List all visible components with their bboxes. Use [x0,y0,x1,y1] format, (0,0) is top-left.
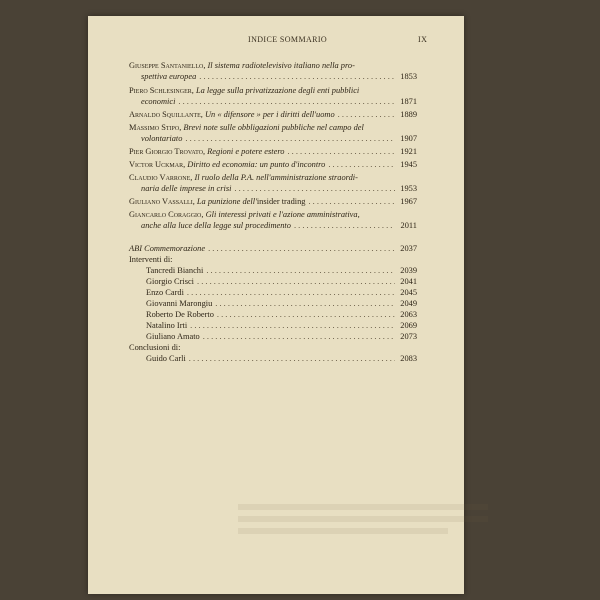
entry-author: Giuliano Vassalli, [129,197,195,206]
intervento-page: 2049 [400,299,417,308]
intervento-name: Tancredi Bianchi [146,266,204,275]
conclusione-item [146,353,417,364]
toc-entry [129,85,417,107]
intervento-item [146,276,417,287]
intervento-page: 2063 [400,310,417,319]
intervento-page: 2041 [400,277,417,286]
intervento-item [146,331,417,342]
entry-author: Victor Uckmar, [129,160,186,169]
entry-title: Diritto ed economia: un punto d'incontro [187,160,326,169]
bleed-through [238,528,448,534]
bleed-through [238,504,488,510]
entry-author: Claudio Varrone, [129,173,193,182]
toc-entry [129,122,417,144]
toc-entry [129,196,417,207]
toc-entry [129,159,417,170]
toc-entry [129,209,417,231]
intervento-item [146,298,417,309]
intervento-name: Giorgio Crisci [146,277,195,286]
commemoration-entry [129,243,417,254]
toc-entry [129,146,417,157]
entry-title: Un « difensore » per i diritti dell'uomo [204,110,335,119]
entry-title-cont: naria delle imprese in crisi [141,184,232,193]
entry-author: Pier Giorgio Trovato, [129,147,206,156]
intervento-item [146,320,417,331]
entry-title-roman: insider trading [256,197,306,206]
entry-title: La legge sulla privatizzazione degli enti pubblici [195,86,360,95]
entry-author: Massimo Stipo, [129,123,182,132]
entry-page: 1967 [400,197,417,206]
entry-title: Gli interessi privati e l'azione amministrativa, [205,210,360,219]
toc-entry [129,60,417,82]
intervento-name: Giuliano Amato [146,332,200,341]
conclusioni-label: Conclusioni di: [129,343,181,352]
entry-page: 1945 [400,160,417,169]
entry-author: Arnaldo Squillante, [129,110,203,119]
entry-title: Il ruolo della P.A. nell'amministrazione straordi- [194,173,358,182]
intervento-item [146,265,417,276]
entry-author: Piero Schlesinger, [129,86,194,95]
entry-title: Il sistema radiotelevisivo italiano nella pro- [207,61,355,70]
conclusione-page: 2083 [400,354,417,363]
entry-author: Giancarlo Coraggio, [129,210,204,219]
conclusione-name: Guido Carli [146,354,186,363]
commemoration-title: ABI Commemorazione [129,244,206,253]
book-page [88,16,464,594]
entry-page: 2011 [400,221,417,230]
intervento-page: 2073 [400,332,417,341]
header-title: INDICE SOMMARIO [248,35,328,44]
intervento-page: 2039 [400,266,417,275]
entry-page: 1889 [400,110,417,119]
intervento-item [146,309,417,320]
toc-entry [129,109,417,120]
bleed-through [238,516,488,522]
intervento-name: Giovanni Marongiu [146,299,213,308]
entry-title-cont: anche alla luce della legge sul procedimento [141,221,291,230]
intervento-page: 2045 [400,288,417,297]
intervento-name: Enzo Cardi [146,288,184,297]
commemoration-page: 2037 [400,244,417,253]
entry-title: Brevi note sulle obbligazioni pubbliche nel campo del [183,123,364,132]
entry-page: 1921 [400,147,417,156]
entry-author: Giuseppe Santaniello, [129,61,206,70]
entry-title-cont: volontariato [141,134,183,143]
entry-title-cont: economici [141,97,176,106]
entry-page: 1853 [400,72,417,81]
entry-title: Regioni e potere estero [207,147,285,156]
toc-entry [129,172,417,194]
entry-title-cont: spettiva europea [141,72,197,81]
intervento-name: Roberto De Roberto [146,310,214,319]
intervento-item [146,287,417,298]
entry-page: 1953 [400,184,417,193]
header-page-number: IX [418,35,428,44]
interventi-label: Interventi di: [129,255,173,264]
intervento-name: Natalino Irti [146,321,188,330]
entry-page: 1871 [400,97,417,106]
intervento-page: 2069 [400,321,417,330]
entry-page: 1907 [400,134,417,143]
entry-title: La punizione dell' [196,197,257,206]
